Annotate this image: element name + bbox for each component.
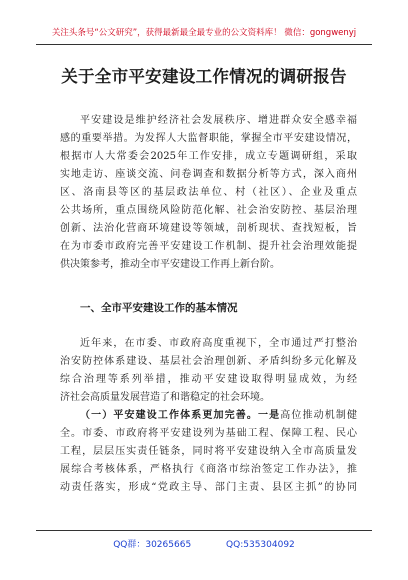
paragraph-line: 感的重要举措。为发挥人大监督职能，掌握全市平安建设情况， — [60, 133, 357, 144]
paragraph-line: 工程，层层压实责任链条，同时将平安建设纳入全市高质量发 — [60, 446, 357, 457]
header-divider — [36, 44, 372, 45]
paragraph-line: 根据市人大常委会2025年工作安排，成立专题调研组，采取 — [60, 151, 357, 162]
footer-qq-group: QQ群：30265665 — [113, 540, 192, 550]
paragraph-line: 济社会高质量发展营造了和谐稳定的社会环境。 — [60, 392, 270, 403]
header-note: 关注头条号“公文研究”，获得最新最全最专业的公文资料库！ 微信：gongwenyj — [51, 28, 357, 38]
paragraph-line: 实地走访、座谈交流、问卷调查和数据分析等方式，深入商州 — [60, 169, 357, 180]
footer-qq: QQ:535304092 — [226, 540, 295, 550]
paragraph-line: 创新、法治化营商环境建设等领域，剖析现状、查找短板，旨 — [60, 223, 357, 234]
paragraph-line: 在为市委市政府完善平安建设工作机制、提升社会治理效能提 — [60, 241, 357, 252]
paragraph-line: 治安防控体系建设、基层社会治理创新、矛盾纠纷多元化解及 — [60, 356, 357, 367]
subsection-heading: （一）平安建设工作体系更加完善。 — [80, 410, 258, 421]
intro-paragraph — [60, 112, 357, 274]
paragraph-line: 近年来，在市委、市政府高度重视下，全市通过严打整治 — [80, 338, 357, 349]
paragraph-line: 综合治理等系列举措，推动平安建设取得明显成效，为经 — [60, 374, 357, 385]
paragraph-line: 区、洛南县等区的基层政法单位、村（社区）、企业及重点 — [60, 187, 357, 198]
paragraph-line: 展综合考核体系，严格执行《商洛市综治签定工作办法》，推 — [60, 464, 357, 475]
section1-paragraph — [60, 335, 357, 407]
section-heading: 一、全市平安建设工作的基本情况 — [80, 302, 238, 314]
paragraph-line: 公共场所，重点围绕风险防范化解、社会治安防控、基层治理 — [60, 205, 357, 216]
document-title: 关于全市平安建设工作情况的调研报告 — [61, 67, 347, 86]
paragraph-first-line — [60, 407, 357, 425]
paragraph-line: 全。市委、市政府将平安建设列为基础工程、保障工程、民心 — [60, 428, 357, 439]
footer — [0, 537, 408, 550]
footer-divider — [36, 530, 372, 531]
paragraph-line: 供决策参考，推动全市平安建设工作再上新台阶。 — [60, 259, 280, 270]
paragraph-line: 平安建设是维护经济社会发展秩序、增进群众安全感幸福 — [80, 115, 357, 126]
subsection-lead: 一是 — [258, 410, 281, 421]
subsection1-paragraph — [60, 407, 357, 497]
paragraph-line: 动责任落实，形成“党政主导、部门主责、县区主抓”的协同 — [60, 482, 357, 493]
paragraph-text: 高位推动机制健 — [280, 410, 357, 421]
